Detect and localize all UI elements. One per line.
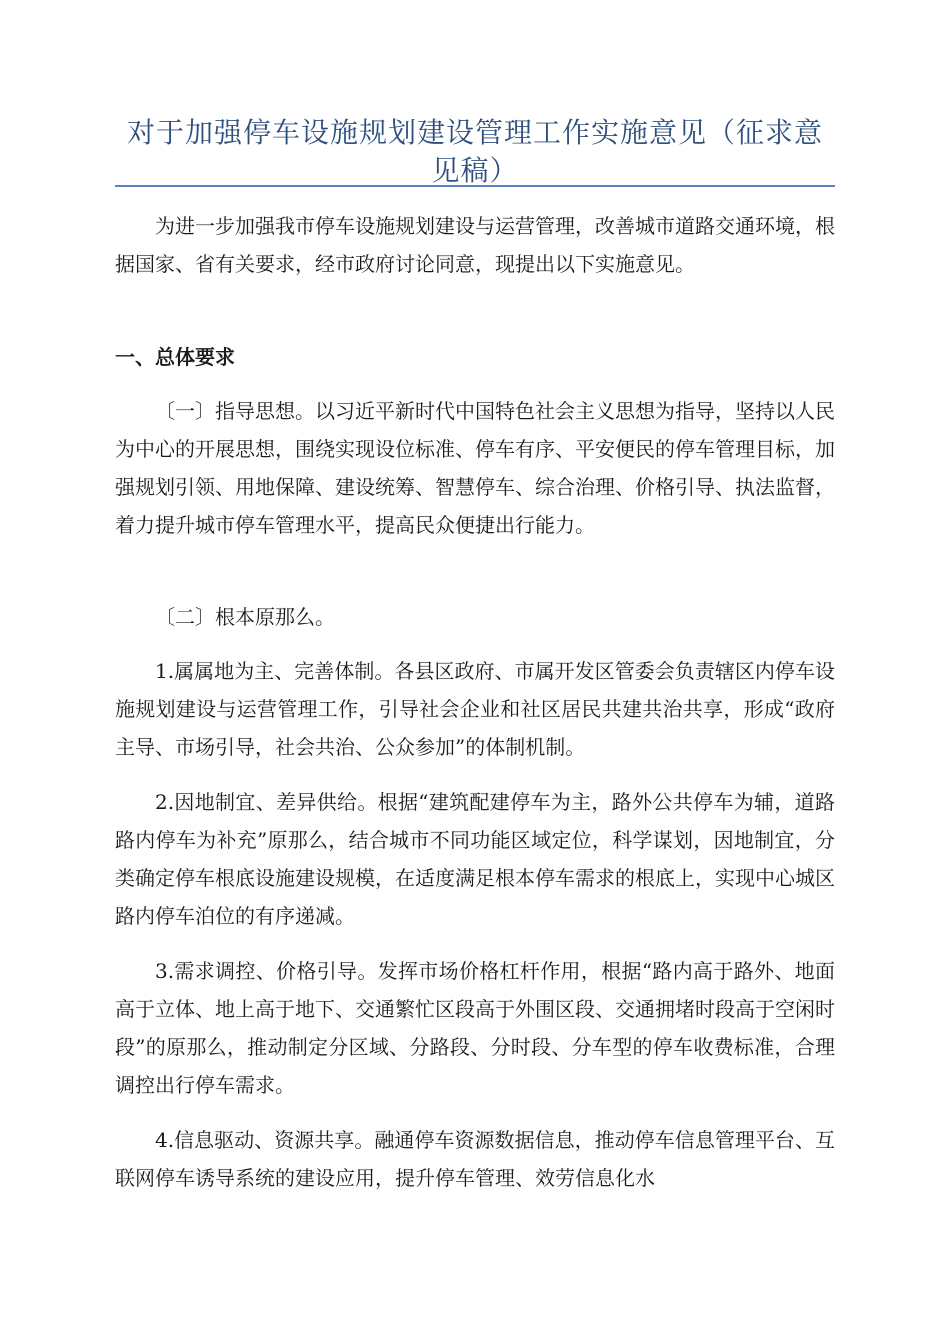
principle-item-3: 3.需求调控、价格引导。发挥市场价格杠杆作用，根据“路内高于路外、地面高于立体、地上高于地下、交通繁忙区段高于外围区段、交通拥堵时段高于空闲时段”的原那么，推动制定分区域、分路段、分时段、分车型的停车收费标准，合理调控出行停车需求。: [115, 959, 835, 1097]
title-underline: [115, 185, 835, 187]
principle-item-1: 1.属属地为主、完善体制。各县区政府、市属开发区管委会负责辖区内停车设施规划建设与运营管理工作，引导社会企业和社区居民共建共治共享，形成“政府主导、市场引导，社会共治、公众参加”的体制机制。: [115, 659, 835, 759]
guiding-ideology-paragraph: 〔一〕指导思想。以习近平新时代中国特色社会主义思想为指导，坚持以人民为中心的开展思想，围绕实现设位标准、停车有序、平安便民的停车管理目标，加强规划引领、用地保障、建设统筹、智慧停车、综合治理、价格引导、执法监督，着力提升城市停车管理水平，提高民众便捷出行能力。: [115, 399, 835, 537]
principle-item-4: 4.信息驱动、资源共享。融通停车资源数据信息，推动停车信息管理平台、互联网停车诱导系统的建设应用，提升停车管理、效劳信息化水: [115, 1128, 835, 1190]
intro-paragraph: 为进一步加强我市停车设施规划建设与运营管理，改善城市道路交通环境，根据国家、省有关要求，经市政府讨论同意，现提出以下实施意见。: [115, 214, 835, 276]
section-heading-general-requirements: 一、总体要求: [115, 345, 235, 369]
document-title: 对于加强停车设施规划建设管理工作实施意见（征求意见稿）: [126, 116, 823, 187]
principle-item-2: 2.因地制宜、差异供给。根据“建筑配建停车为主，路外公共停车为辅，道路路内停车为补充”原那么，结合城市不同功能区域定位，科学谋划，因地制宜，分类确定停车根底设施建设规模，在适度满足根本停车需求的根底上，实现中心城区路内停车泊位的有序递减。: [115, 790, 835, 928]
basic-principles-paragraph: 〔二〕根本原那么。: [155, 605, 335, 629]
